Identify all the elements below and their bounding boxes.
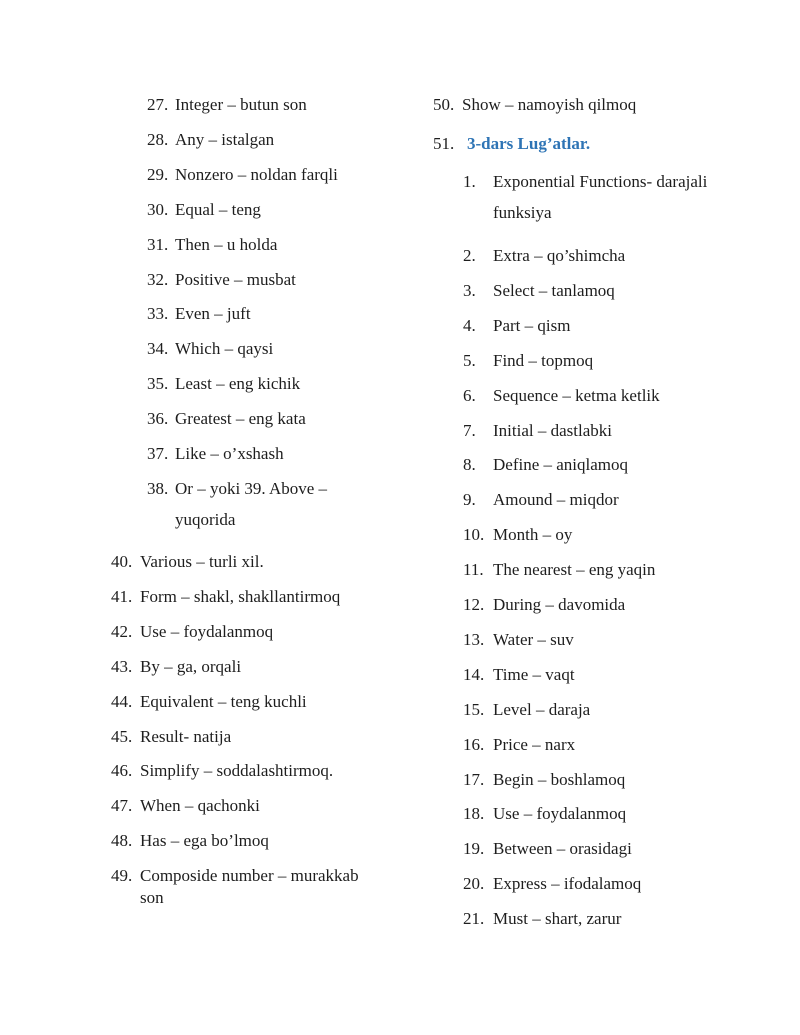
list-item-text: Result- natija (140, 726, 232, 746)
right-list-item (463, 171, 708, 193)
right-list-item (463, 315, 571, 337)
list-item-number: 18. (463, 804, 485, 824)
list-item-number: 36. (147, 409, 169, 429)
left-list-item (147, 234, 278, 256)
list-item-text: Positive – musbat (175, 269, 296, 289)
left-list-item (147, 478, 328, 500)
list-item-number: 7. (463, 420, 476, 440)
list-item-text: Find – topmoq (493, 350, 594, 370)
list-item-number: 12. (463, 595, 485, 614)
left-list-item (147, 129, 275, 151)
left-list-item (111, 865, 359, 887)
list-item-number: 51. (433, 134, 455, 153)
right-list-item (463, 734, 576, 756)
list-item-text: Between – orasidagi (493, 839, 632, 859)
list-item-continuation: son (140, 888, 164, 908)
left-list-item (111, 586, 341, 608)
list-item-text: Sequence – ketma ketlik (493, 385, 660, 405)
list-item-text: Even – juft (175, 304, 251, 324)
left-list-item (147, 94, 307, 116)
list-item-number: 49. (111, 866, 133, 886)
section-heading (433, 133, 591, 155)
list-item-text: When – qachonki (140, 796, 260, 816)
list-item-number: 17. (463, 769, 485, 789)
list-item-number: 41. (111, 586, 133, 606)
list-item-text: Extra – qo’shimcha (493, 246, 626, 265)
list-item-text: Express – ifodalamoq (493, 874, 642, 894)
list-item-number: 37. (147, 444, 169, 463)
list-item-number: 2. (463, 246, 476, 265)
list-item-text: Level – daraja (493, 699, 591, 719)
left-list-item (147, 199, 261, 221)
list-item-number: 44. (111, 691, 133, 711)
list-item-text: Form – shakl, shakllantirmoq (140, 586, 341, 606)
list-item-text: Exponential Functions- darajali (493, 172, 708, 191)
right-list-item (463, 559, 656, 581)
list-item-text: Show – namoyish qilmoq (462, 95, 637, 114)
left-list-item (111, 656, 242, 678)
left-list-item (147, 443, 284, 465)
left-list-item (111, 795, 260, 817)
list-item-text: Equivalent – teng kuchli (140, 691, 307, 711)
right-list-item (463, 664, 575, 686)
list-item-number: 29. (147, 164, 169, 184)
list-item-text: Nonzero – noldan farqli (175, 164, 338, 184)
list-item-text: Like – o’xshash (175, 444, 284, 463)
list-item-text: Has – ega bo’lmoq (140, 831, 269, 851)
list-item-text: Integer – butun son (175, 95, 307, 114)
list-item-number: 38. (147, 478, 169, 498)
list-item-text: By – ga, orqali (140, 656, 242, 676)
list-item-number: 33. (147, 304, 169, 324)
list-item-text: Equal – teng (175, 199, 261, 219)
list-item-number: 8. (463, 455, 476, 475)
right-list-item (463, 524, 573, 546)
list-item-text: Use – foydalanmoq (493, 804, 627, 824)
list-item-number: 16. (463, 734, 485, 754)
list-item-number: 35. (147, 374, 169, 394)
list-item-number: 3. (463, 280, 476, 300)
left-list-item (147, 338, 274, 360)
list-item-number: 14. (463, 664, 485, 684)
list-item-number: 13. (463, 629, 485, 649)
list-item-number: 43. (111, 656, 133, 676)
list-item-text: Amound – miqdor (493, 490, 619, 510)
left-list-item (147, 164, 338, 186)
right-list-item (463, 454, 629, 476)
right-list-item (463, 769, 626, 791)
list-item-text: During – davomida (493, 595, 626, 614)
list-item-text: Part – qism (493, 315, 571, 335)
right-list-item (463, 908, 622, 930)
right-list-item (463, 280, 615, 302)
list-item-number: 28. (147, 129, 169, 149)
left-list-item (147, 408, 306, 430)
list-item-text: Define – aniqlamoq (493, 455, 629, 475)
right-list-item (463, 489, 619, 511)
list-item-continuation: yuqorida (175, 509, 236, 529)
list-item-text: Initial – dastlabki (493, 420, 612, 440)
list-item-text: Month – oy (493, 525, 573, 545)
list-item-number: 45. (111, 726, 133, 746)
right-list-item (463, 629, 574, 651)
right-list-item (463, 873, 642, 895)
list-item-text: Greatest – eng kata (175, 409, 306, 429)
list-item-number: 9. (463, 490, 476, 510)
list-item-number: 50. (433, 95, 455, 114)
list-item-number: 42. (111, 621, 133, 641)
left-list-item (111, 830, 269, 852)
list-item-number: 46. (111, 761, 133, 781)
left-list-item (111, 551, 264, 573)
list-item-number: 31. (147, 234, 169, 254)
list-item-text: Simplify – soddalashtirmoq. (140, 761, 334, 781)
list-item-number: 11. (463, 560, 484, 580)
list-item-text: The nearest – eng yaqin (493, 560, 656, 580)
list-item-text: 3-dars Lug’atlar. (467, 134, 591, 153)
list-item-number: 1. (463, 172, 476, 191)
right-list-item (463, 838, 632, 860)
list-item-number: 19. (463, 839, 485, 859)
list-item-text: Select – tanlamoq (493, 280, 615, 300)
left-list-item (111, 691, 307, 713)
right-list-item (463, 245, 626, 267)
list-item-text: Composide number – murakkab (140, 866, 359, 886)
list-item-text: Various – turli xil. (140, 552, 264, 571)
list-item-continuation: funksiya (493, 203, 552, 222)
right-list-item (463, 803, 627, 825)
right-list-item (463, 385, 660, 407)
left-list-item (147, 269, 296, 291)
list-item-text: Begin – boshlamoq (493, 769, 626, 789)
list-item-text: Or – yoki 39. Above – (175, 478, 328, 498)
right-list-item (463, 699, 591, 721)
list-item-text: Time – vaqt (493, 664, 575, 684)
left-list-item (147, 303, 251, 325)
list-item-number: 20. (463, 874, 485, 894)
list-item-number: 4. (463, 315, 476, 335)
list-item-number: 47. (111, 796, 133, 816)
left-list-item (111, 621, 274, 643)
list-item-number: 40. (111, 552, 133, 571)
list-item-text: Any – istalgan (175, 129, 275, 149)
left-list-item (111, 726, 232, 748)
list-item-number: 21. (463, 909, 485, 929)
list-item-number: 30. (147, 199, 169, 219)
list-item-text: Price – narx (493, 734, 576, 754)
right-list-item (463, 594, 626, 616)
right-list-item (463, 350, 594, 372)
list-item-text: Then – u holda (175, 234, 278, 254)
list-item-number: 6. (463, 385, 476, 405)
list-item-text: Use – foydalanmoq (140, 621, 274, 641)
left-list-item (111, 760, 334, 782)
list-item-number: 10. (463, 525, 485, 545)
list-item-number: 27. (147, 95, 169, 114)
list-item-number: 5. (463, 350, 476, 370)
list-item-number: 32. (147, 269, 169, 289)
list-item-text: Least – eng kichik (175, 374, 301, 394)
list-item-number: 48. (111, 831, 133, 851)
left-list-item (147, 373, 301, 395)
list-item-text: Water – suv (493, 629, 574, 649)
right-list-item (463, 420, 612, 442)
right-list-item (433, 94, 637, 116)
list-item-text: Must – shart, zarur (493, 909, 622, 929)
list-item-number: 34. (147, 339, 169, 359)
list-item-text: Which – qaysi (175, 339, 274, 359)
list-item-number: 15. (463, 699, 485, 719)
